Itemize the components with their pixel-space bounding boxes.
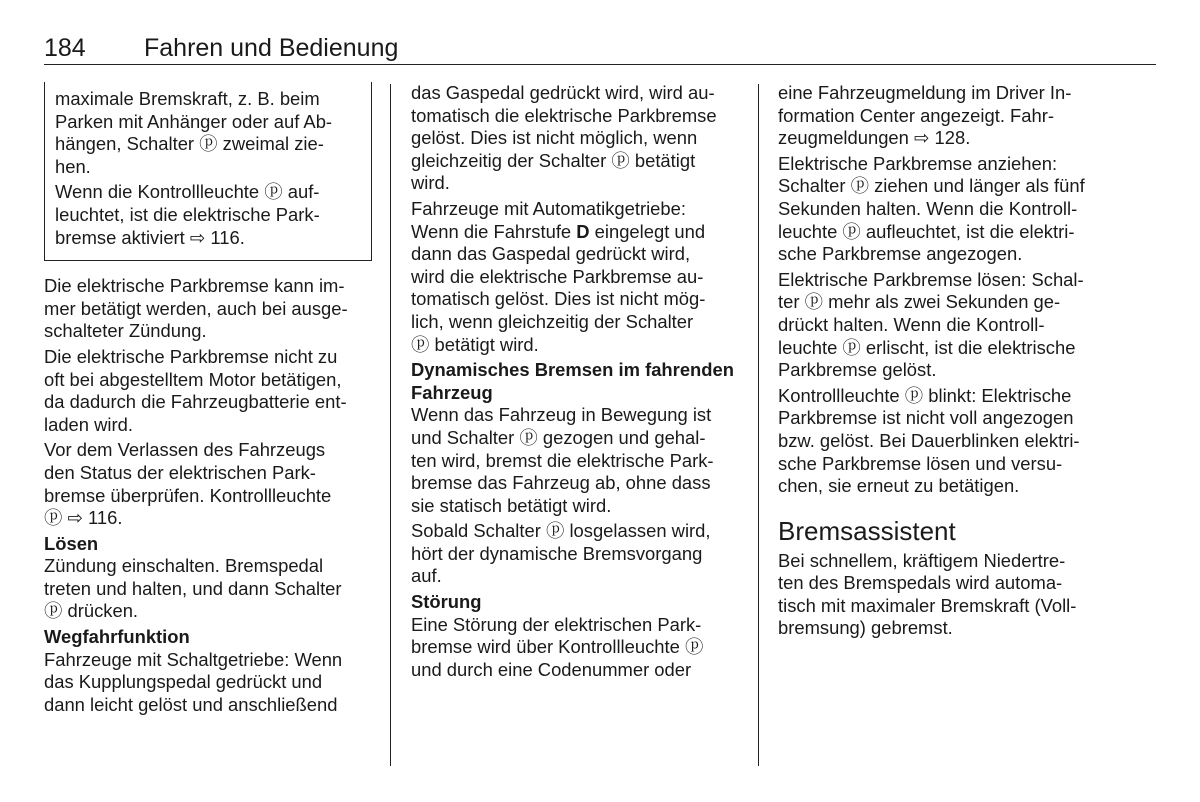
paragraph: eine Fahrzeugmeldung im Driver In- formation Center angezeigt. Fahr- zeugmeldungen ⇨ 128. xyxy=(778,82,1072,149)
heading-bremsassistent: Bremsassistent xyxy=(778,515,956,546)
paragraph: Fahrzeuge mit Schaltgetriebe: Wenn das Kupplungspedal gedrückt und dann leicht gelöst und anschließend xyxy=(44,648,343,715)
paragraph: Bei schnellem, kräftigem Niedertre- ten des Bremspedals wird automa- tisch mit maximaler Bremskraft (Voll- bremsung) gebremst. xyxy=(778,549,1077,639)
column-divider-2 xyxy=(758,84,759,766)
text-run: Fahrzeuge mit Automatikgetriebe: Wenn die Fahrstufe xyxy=(411,197,686,242)
column-2 xyxy=(411,82,747,684)
paragraph: Elektrische Parkbremse anziehen: Schalter ⓟ ziehen und länger als fünf Sekunden halten. Wenn die Kontroll- leuchte ⓟ aufleuchtet, ist die elektri- sche Parkbremse angezogen. xyxy=(778,152,1085,265)
page-number: 184 xyxy=(44,34,86,62)
notice-paragraph-2: Wenn die Kontrollleuchte ⓟ auf- leuchtet, ist die elektrische Park- bremse aktiviert ⇨ 116. xyxy=(55,181,320,248)
heading-loesen: Lösen xyxy=(44,532,99,554)
column-divider-1 xyxy=(390,84,391,766)
paragraph: Eine Störung der elektrischen Park- bremse wird über Kontrollleuchte ⓟ und durch eine Codenummer oder xyxy=(411,613,704,680)
paragraph: Elektrische Parkbremse lösen: Schal- ter ⓟ mehr als zwei Sekunden ge- drückt halten. Wenn die Kontroll- leuchte ⓟ erlischt, ist die elektrische Parkbremse gelöst. xyxy=(778,268,1084,381)
header-rule xyxy=(44,64,1156,65)
paragraph: Vor dem Verlassen des Fahrzeugs den Status der elektrischen Park- bremse überprüfen. Kontrollleuchte ⓟ ⇨ 116. xyxy=(44,439,332,529)
notice-box xyxy=(44,82,372,261)
notice-paragraph-1: maximale Bremskraft, z. B. beim Parken mit Anhänger oder auf Ab- hängen, Schalter ⓟ zweimal zie- hen. xyxy=(55,88,333,177)
page-header xyxy=(44,34,398,64)
text-run: eingelegt und dann das Gaspedal gedrückt wird, wird die elektrische Parkbremse au- tomatisch gelöst. Dies ist nicht mög- lich, wenn gleichzeitig der Schalter ⓟ betätigt wird. xyxy=(411,220,706,355)
heading-dynamisches-bremsen: Dynamisches Bremsen im fahrenden Fahrzeug xyxy=(411,359,734,403)
gear-label: D xyxy=(576,220,590,242)
paragraph: Die elektrische Parkbremse nicht zu oft bei abgestelltem Motor betätigen, da dadurch die Fahrzeugbatterie ent- laden wird. xyxy=(44,345,347,435)
paragraph: Kontrollleuchte ⓟ blinkt: Elektrische Parkbremse ist nicht voll angezogen bzw. gelöst. Bei Dauerblinken elektri- sche Parkbremse lösen und versu- chen, sie erneut zu betätigen. xyxy=(778,384,1080,497)
paragraph-automatik xyxy=(411,198,747,356)
column-1 xyxy=(44,82,372,719)
heading-wegfahrfunktion: Wegfahrfunktion xyxy=(44,626,190,648)
paragraph: das Gaspedal gedrückt wird, wird au- tomatisch die elektrische Parkbremse gelöst. Dies ist nicht möglich, wenn gleichzeitig der Schalter ⓟ betätigt wird. xyxy=(411,82,717,194)
paragraph: Sobald Schalter ⓟ losgelassen wird, hört der dynamische Bremsvorgang auf. xyxy=(411,520,711,587)
column-3 xyxy=(778,82,1118,643)
paragraph: Die elektrische Parkbremse kann im- mer betätigt werden, auch bei ausge- schalteter Zündung. xyxy=(44,275,348,342)
paragraph: Wenn das Fahrzeug in Bewegung ist und Schalter ⓟ gezogen und gehal- ten wird, bremst die elektrische Park- bremse das Fahrzeug ab, ohne dass sie statisch betätigt wird. xyxy=(411,404,714,516)
section-title: Fahren und Bedienung xyxy=(144,34,399,62)
paragraph: Zündung einschalten. Bremspedal treten und halten, und dann Schalter ⓟ drücken. xyxy=(44,555,342,622)
heading-stoerung: Störung xyxy=(411,591,482,613)
